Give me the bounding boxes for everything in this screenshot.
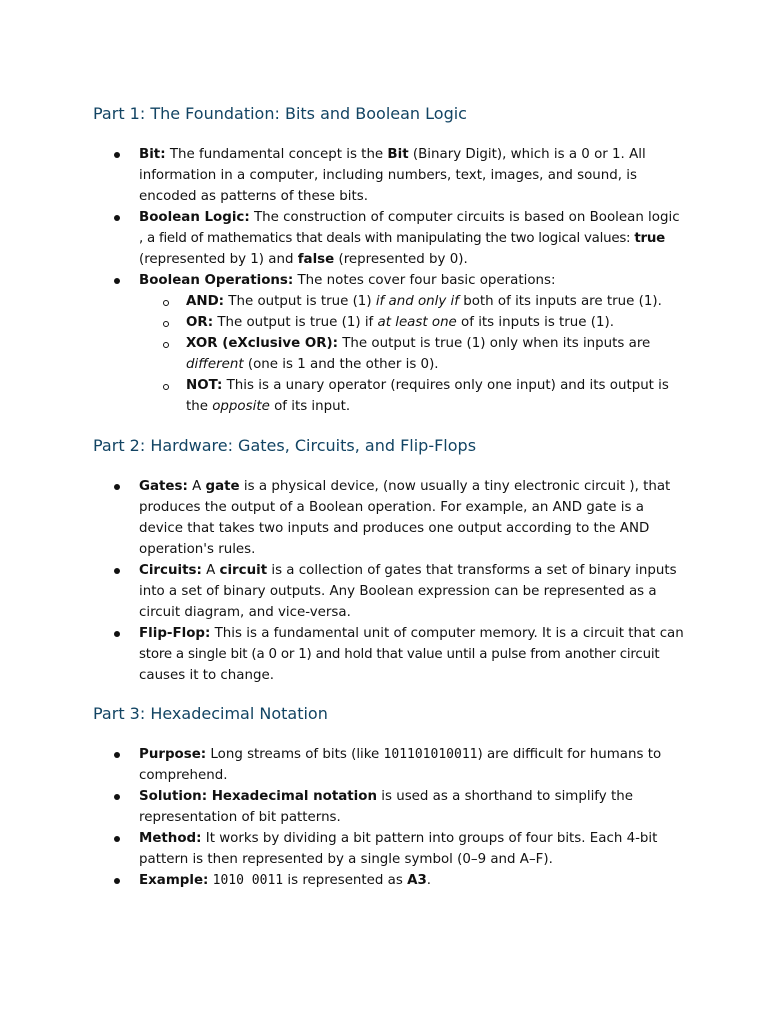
list-item-flip-flop-line2: store a single bit (a 0 or 1) and hold that value until a pulse from another circuit [139, 647, 660, 662]
sub-item-and: AND: The output is true (1) if and only if both of its inputs are true (1). [186, 292, 686, 313]
bullet-icon [114, 484, 120, 490]
list-item-gates-line2: produces the output of a Boolean operation. For example, an AND gate is a [139, 500, 644, 515]
sub-bullet-icon [163, 384, 169, 390]
bullet-icon [114, 794, 120, 800]
list-item-bit-line2: information in a computer, including numbers, text, images, and sound, is [139, 168, 637, 183]
part1-heading: Part 1: The Foundation: Bits and Boolean Logic [93, 104, 467, 123]
list-item-gates-line4: operation's rules. [139, 542, 256, 557]
list-item-circuits-line3: circuit diagram, and vice-versa. [139, 605, 351, 620]
list-item-boolean-logic: Boolean Logic: The construction of computer circuits is based on Boolean logic [139, 208, 687, 229]
list-item-circuits-line2: into a set of binary outputs. Any Boolean expression can be represented as a [139, 584, 657, 599]
list-item-bit-line3: encoded as patterns of these bits. [139, 189, 368, 204]
list-item-flip-flop: Flip-Flop: This is a fundamental unit of computer memory. It is a circuit that can [139, 624, 687, 645]
list-item-flip-flop-line3: causes it to change. [139, 668, 274, 683]
list-item-boolean-logic-line2: , a field of mathematics that deals with manipulating the two logical values: true [139, 231, 665, 246]
list-item-solution: Solution: Hexadecimal notation is used as a shorthand to simplify the [139, 787, 687, 808]
bullet-icon [114, 878, 120, 884]
list-item-boolean-logic-line3: (represented by 1) and false (represented by 0). [139, 252, 468, 267]
list-item-method: Method: It works by dividing a bit pattern into groups of four bits. Each 4-bit [139, 829, 687, 850]
bullet-icon [114, 631, 120, 637]
list-item-boolean-operations: Boolean Operations: The notes cover four basic operations: [139, 271, 687, 292]
bullet-icon [114, 152, 120, 158]
list-item-circuits: Circuits: A circuit is a collection of gates that transforms a set of binary inputs [139, 561, 687, 582]
list-item-gates: Gates: A gate is a physical device, (now usually a tiny electronic circuit ), that [139, 477, 687, 498]
sub-item-not: NOT: This is a unary operator (requires only one input) and its output is [186, 376, 686, 397]
bullet-icon [114, 278, 120, 284]
list-item-gates-line3: device that takes two inputs and produces one output according to the AND [139, 521, 650, 536]
sub-item-or: OR: The output is true (1) if at least one of its inputs is true (1). [186, 313, 686, 334]
bullet-icon [114, 568, 120, 574]
list-item-purpose-line2: comprehend. [139, 768, 228, 783]
part2-heading: Part 2: Hardware: Gates, Circuits, and Flip-Flops [93, 436, 477, 455]
sub-item-not-line2: the opposite of its input. [186, 399, 351, 414]
sub-bullet-icon [163, 300, 169, 306]
sub-item-xor-line2: different (one is 1 and the other is 0). [186, 357, 439, 372]
list-item-bit: Bit: The fundamental concept is the Bit (Binary Digit), which is a 0 or 1. All [139, 145, 687, 166]
list-item-purpose: Purpose: Long streams of bits (like 101101010011) are difficult for humans to [139, 745, 687, 766]
list-item-example: Example: 1010 0011 is represented as A3. [139, 871, 687, 892]
bullet-icon [114, 752, 120, 758]
sub-item-xor: XOR (eXclusive OR): The output is true (1) only when its inputs are [186, 334, 686, 355]
part3-heading: Part 3: Hexadecimal Notation [93, 704, 328, 723]
bullet-icon [114, 836, 120, 842]
list-item-method-line2: pattern is then represented by a single symbol (0–9 and A–F). [139, 852, 553, 867]
sub-bullet-icon [163, 321, 169, 327]
list-item-solution-line2: representation of bit patterns. [139, 810, 341, 825]
bullet-icon [114, 215, 120, 221]
sub-bullet-icon [163, 342, 169, 348]
